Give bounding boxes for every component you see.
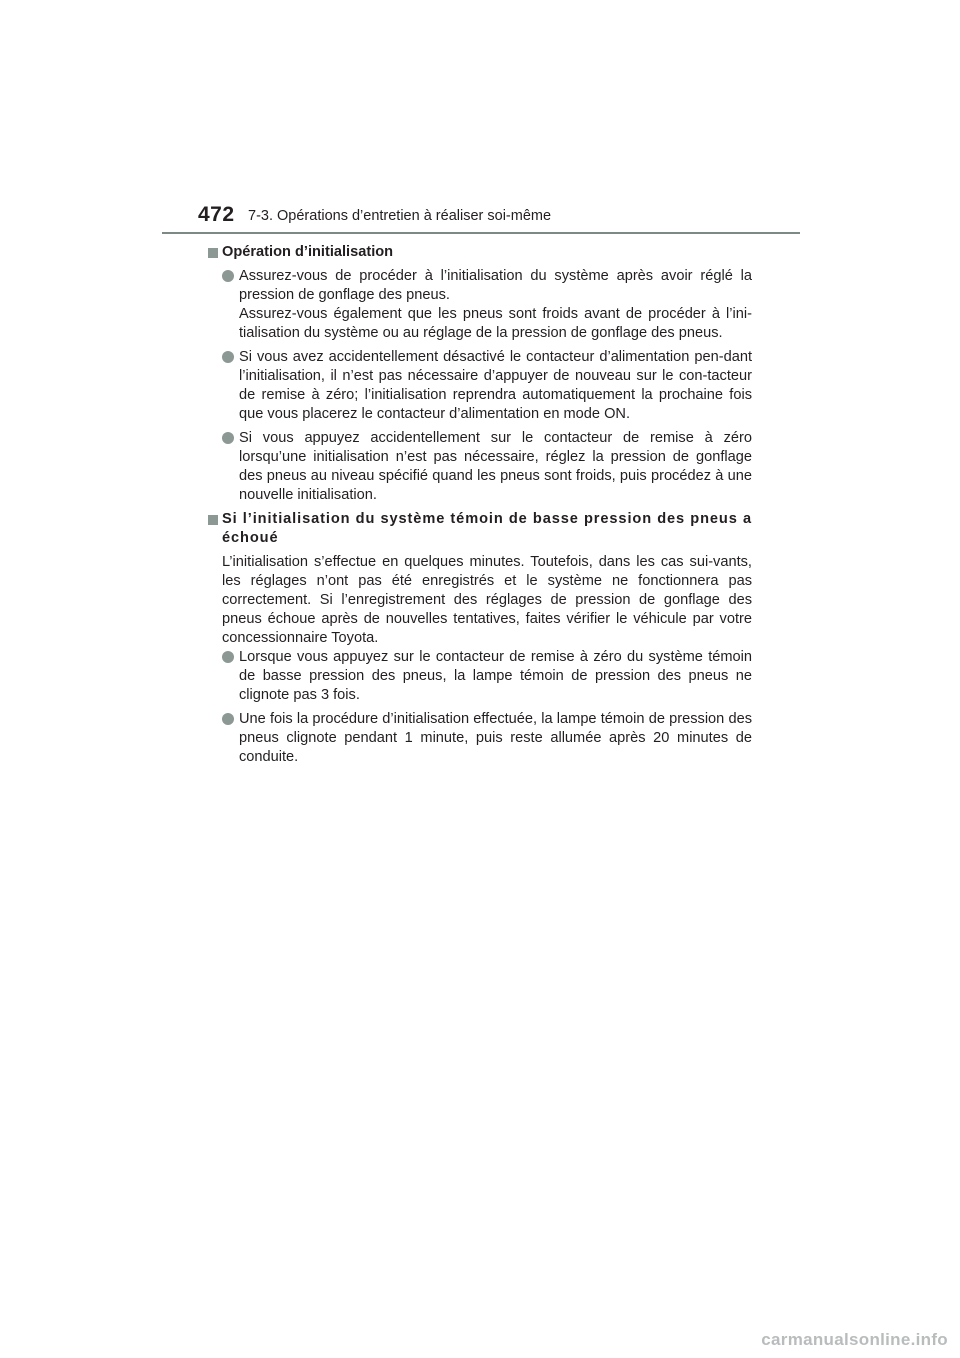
list-item-text: Assurez-vous de procéder à l’initialisation du système après avoir réglé la pression de gonflage des pneus.	[239, 268, 752, 303]
watermark: carmanualsonline.info	[761, 1330, 948, 1349]
list-item	[222, 429, 752, 505]
list-item-text: Une fois la procédure d’initialisation effectuée, la lampe témoin de pression des pneus clignote pendant 1 minute, puis reste allumée après 20 minutes de conduite.	[239, 711, 752, 765]
circle-bullet-icon	[222, 651, 234, 663]
section-initialisation-failed	[206, 510, 752, 548]
section-initialisation-body	[206, 267, 752, 505]
list-item-text: Si vous avez accidentellement désactivé le contacteur d’alimentation pen-dant l’initialisation, il n’est pas nécessaire d’appuyer de nouveau sur le con-tacteur de remise à zéro; l’initialisation reprendra automatiquement la prochaine fois que vous placerez le contacteur d’alimentation en mode ON.	[239, 349, 752, 422]
list-item	[222, 267, 752, 343]
list-item	[222, 710, 752, 767]
page-content	[206, 243, 752, 772]
list-item-text: Assurez-vous également que les pneus sont froids avant de procéder à l’ini-tialisation du système ou au réglage de la pression de gonflage des pneus.	[239, 306, 752, 341]
section-initialisation	[206, 243, 752, 262]
square-bullet-icon	[208, 248, 218, 258]
section-title: Opération d’initialisation	[222, 244, 394, 260]
section-initialisation-failed-body	[206, 553, 752, 767]
section-title: Si l’initialisation du système témoin de basse pression des pneus a échoué	[222, 511, 752, 546]
chapter-title: 7-3. Opérations d’entretien à réaliser soi-même	[248, 208, 552, 224]
section-intro: L’initialisation s’effectue en quelques minutes. Toutefois, dans les cas sui-vants, les réglages n’ont pas été enregistrés et le système ne fonctionnera pas correctement. Si l’enregistrement des réglages de pression de gonflage des pneus échoue après de nouvelles tentatives, faites vérifier le véhicule par votre concessionnaire Toyota.	[222, 554, 752, 646]
circle-bullet-icon	[222, 351, 234, 363]
list-item	[222, 348, 752, 424]
page-number: 472	[198, 203, 235, 226]
list-item-text: Lorsque vous appuyez sur le contacteur de remise à zéro du système témoin de basse pression des pneus, la lampe témoin de pression des pneus ne clignote pas 3 fois.	[239, 649, 752, 703]
square-bullet-icon	[208, 515, 218, 525]
header-divider	[162, 232, 800, 234]
circle-bullet-icon	[222, 270, 234, 282]
list-item-text: Si vous appuyez accidentellement sur le contacteur de remise à zéro lorsqu’une initialisation n’est pas nécessaire, réglez la pression de gonflage des pneus au niveau spécifié quand les pneus sont froids, puis procédez à une nouvelle initialisation.	[239, 430, 752, 503]
circle-bullet-icon	[222, 432, 234, 444]
list-item	[222, 648, 752, 705]
circle-bullet-icon	[222, 713, 234, 725]
